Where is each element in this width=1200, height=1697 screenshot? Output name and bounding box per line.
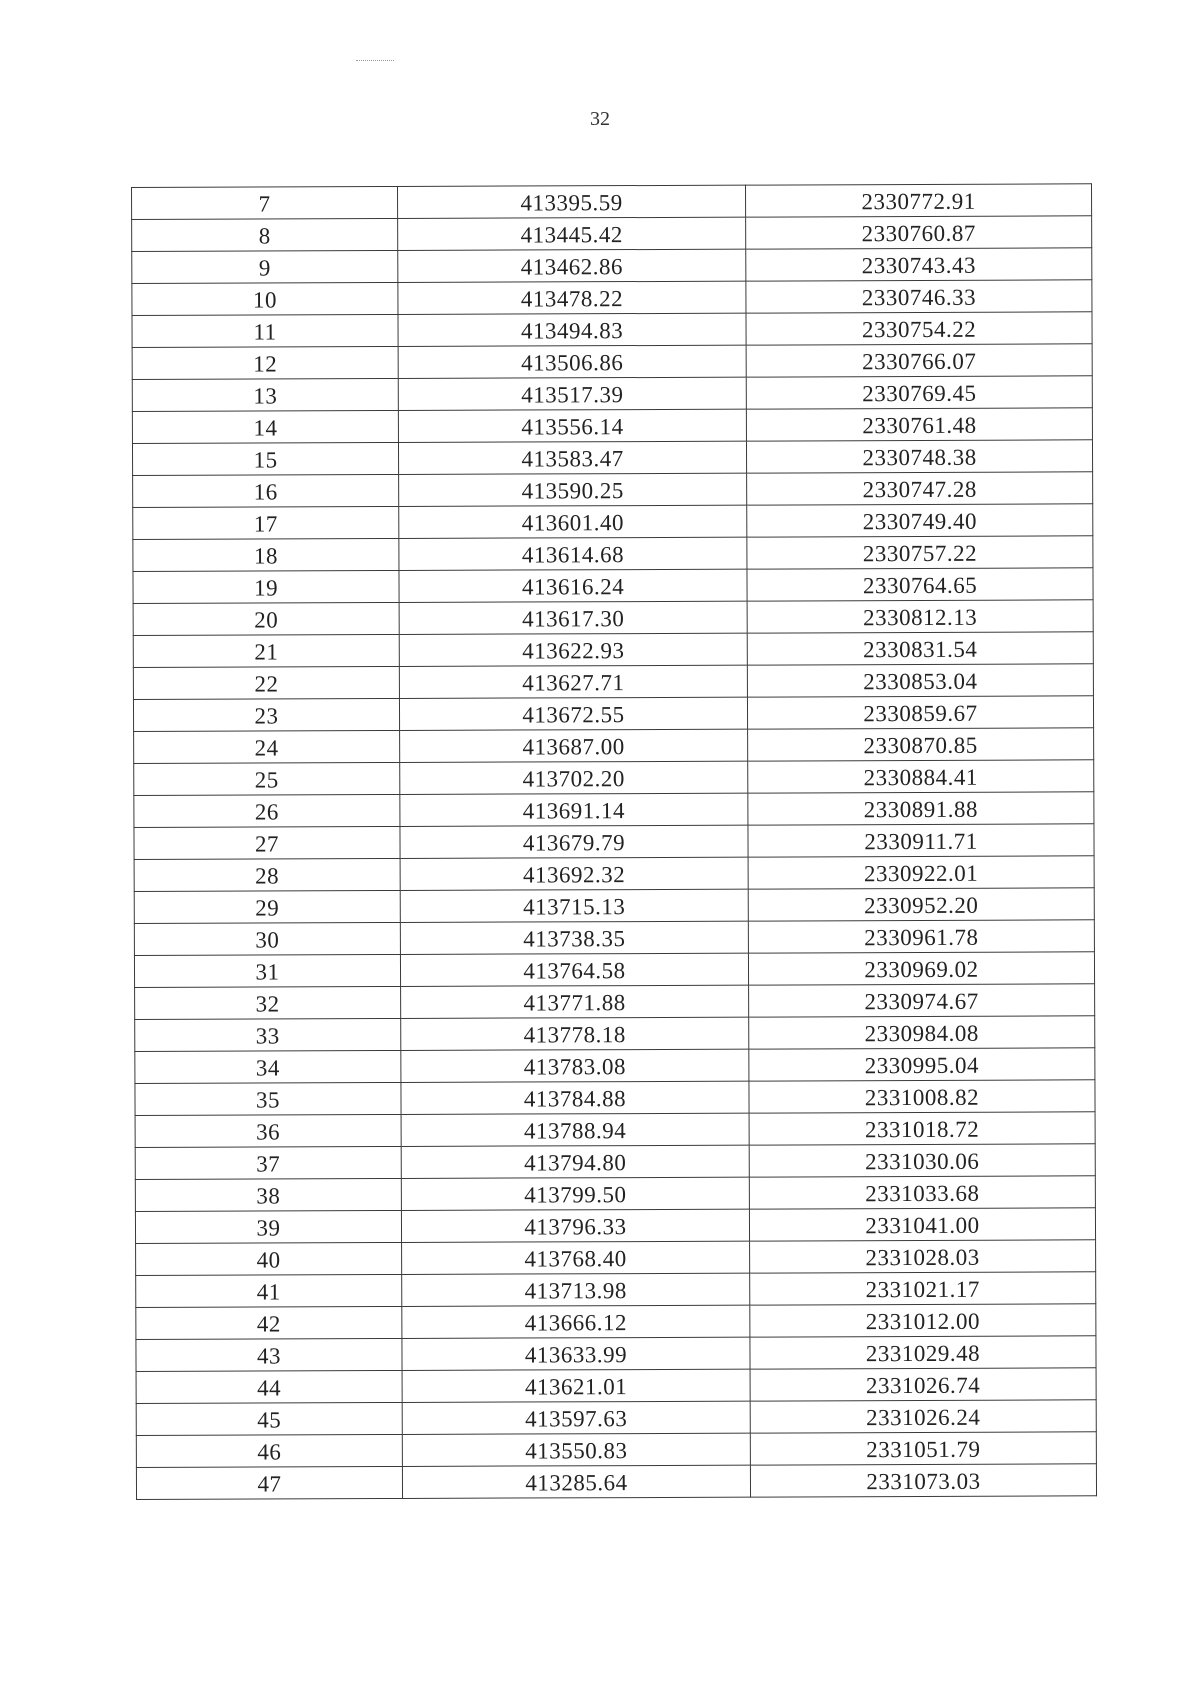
y-coordinate-cell: 2330757.22 [747,536,1093,569]
table-row [135,1048,1095,1084]
table-row [133,504,1093,540]
point-number-cell: 25 [134,762,400,795]
table-row [135,984,1095,1020]
point-number-cell: 7 [132,186,398,219]
y-coordinate-cell: 2330853.04 [747,664,1093,697]
y-coordinate-cell: 2331026.74 [750,1368,1096,1401]
point-number-cell: 17 [133,506,399,539]
table-row [132,184,1092,220]
table-row [136,1464,1096,1500]
point-number-cell: 12 [132,346,398,379]
x-coordinate-cell: 413445.42 [398,217,746,250]
x-coordinate-cell: 413672.55 [399,697,747,730]
x-coordinate-cell: 413285.64 [402,1465,750,1498]
table-row [134,760,1094,796]
x-coordinate-cell: 413687.00 [400,729,748,762]
table-row [132,408,1092,444]
table-row [132,248,1092,284]
table-row [132,440,1092,476]
x-coordinate-cell: 413715.13 [400,889,748,922]
y-coordinate-cell: 2330952.20 [748,888,1094,921]
x-coordinate-cell: 413601.40 [399,505,747,538]
table-row [134,920,1094,956]
x-coordinate-cell: 413692.32 [400,857,748,890]
table-row [132,344,1092,380]
y-coordinate-cell: 2330766.07 [746,344,1092,377]
point-number-cell: 40 [136,1242,402,1275]
y-coordinate-cell: 2331012.00 [750,1304,1096,1337]
point-number-cell: 24 [134,730,400,763]
table-row [133,696,1093,732]
x-coordinate-cell: 413794.80 [401,1145,749,1178]
table-row [133,472,1093,508]
x-coordinate-cell: 413778.18 [401,1017,749,1050]
point-number-cell: 32 [135,986,401,1019]
point-number-cell: 39 [135,1210,401,1243]
coordinate-table-body [132,184,1097,1500]
x-coordinate-cell: 413478.22 [398,281,746,314]
table-row [135,1176,1095,1212]
point-number-cell: 47 [136,1466,402,1499]
y-coordinate-cell: 2331021.17 [750,1272,1096,1305]
table-row [136,1336,1096,1372]
point-number-cell: 26 [134,794,400,827]
x-coordinate-cell: 413796.33 [401,1209,749,1242]
x-coordinate-cell: 413590.25 [399,473,747,506]
y-coordinate-cell: 2330764.65 [747,568,1093,601]
y-coordinate-cell: 2330922.01 [748,856,1094,889]
x-coordinate-cell: 413556.14 [398,409,746,442]
y-coordinate-cell: 2330746.33 [746,280,1092,313]
y-coordinate-cell: 2330891.88 [748,792,1094,825]
y-coordinate-cell: 2330974.67 [749,984,1095,1017]
y-coordinate-cell: 2331018.72 [749,1112,1095,1145]
table-row [134,888,1094,924]
y-coordinate-cell: 2331029.48 [750,1336,1096,1369]
table-row [133,664,1093,700]
y-coordinate-cell: 2330961.78 [748,920,1094,953]
table-row [136,1368,1096,1404]
x-coordinate-cell: 413738.35 [400,921,748,954]
table-row [136,1272,1096,1308]
point-number-cell: 41 [136,1274,402,1307]
point-number-cell: 34 [135,1050,401,1083]
x-coordinate-cell: 413506.86 [398,345,746,378]
y-coordinate-cell: 2330812.13 [747,600,1093,633]
table-row [136,1400,1096,1436]
y-coordinate-cell: 2331008.82 [749,1080,1095,1113]
table-row [132,280,1092,316]
x-coordinate-cell: 413462.86 [398,249,746,282]
table-row [135,1016,1095,1052]
point-number-cell: 43 [136,1338,402,1371]
table-row [135,1112,1095,1148]
x-coordinate-cell: 413395.59 [397,185,745,218]
x-coordinate-cell: 413550.83 [402,1433,750,1466]
x-coordinate-cell: 413771.88 [401,985,749,1018]
point-number-cell: 45 [136,1402,402,1435]
x-coordinate-cell: 413622.93 [399,633,747,666]
point-number-cell: 23 [133,698,399,731]
x-coordinate-cell: 413583.47 [398,441,746,474]
x-coordinate-cell: 413788.94 [401,1113,749,1146]
y-coordinate-cell: 2331051.79 [750,1432,1096,1465]
table-row [132,376,1092,412]
table-row [135,1144,1095,1180]
x-coordinate-cell: 413799.50 [401,1177,749,1210]
x-coordinate-cell: 413784.88 [401,1081,749,1114]
x-coordinate-cell: 413764.58 [400,953,748,986]
point-number-cell: 31 [134,954,400,987]
table-row [132,312,1092,348]
y-coordinate-cell: 2331030.06 [749,1144,1095,1177]
x-coordinate-cell: 413597.63 [402,1401,750,1434]
point-number-cell: 38 [135,1178,401,1211]
page-number: 32 [590,108,610,130]
point-number-cell: 18 [133,538,399,571]
point-number-cell: 20 [133,602,399,635]
x-coordinate-cell: 413617.30 [399,601,747,634]
point-number-cell: 36 [135,1114,401,1147]
y-coordinate-cell: 2330760.87 [746,216,1092,249]
point-number-cell: 14 [132,410,398,443]
point-number-cell: 19 [133,570,399,603]
point-number-cell: 30 [134,922,400,955]
point-number-cell: 35 [135,1082,401,1115]
table-row [136,1432,1096,1468]
y-coordinate-cell: 2330748.38 [746,440,1092,473]
table-row [134,824,1094,860]
point-number-cell: 42 [136,1306,402,1339]
x-coordinate-cell: 413517.39 [398,377,746,410]
x-coordinate-cell: 413616.24 [399,569,747,602]
coordinate-table [131,183,1097,1500]
x-coordinate-cell: 413713.98 [402,1273,750,1306]
x-coordinate-cell: 413702.20 [400,761,748,794]
x-coordinate-cell: 413679.79 [400,825,748,858]
y-coordinate-cell: 2331041.00 [749,1208,1095,1241]
y-coordinate-cell: 2330761.48 [746,408,1092,441]
point-number-cell: 11 [132,314,398,347]
point-number-cell: 21 [133,634,399,667]
table-row [136,1304,1096,1340]
y-coordinate-cell: 2331073.03 [750,1464,1096,1497]
y-coordinate-cell: 2331026.24 [750,1400,1096,1433]
point-number-cell: 28 [134,858,400,891]
table-row [133,536,1093,572]
y-coordinate-cell: 2330969.02 [748,952,1094,985]
y-coordinate-cell: 2330749.40 [747,504,1093,537]
x-coordinate-cell: 413783.08 [401,1049,749,1082]
y-coordinate-cell: 2331028.03 [750,1240,1096,1273]
x-coordinate-cell: 413691.14 [400,793,748,826]
point-number-cell: 22 [133,666,399,699]
y-coordinate-cell: 2330747.28 [747,472,1093,505]
y-coordinate-cell: 2330884.41 [748,760,1094,793]
table-row [134,952,1094,988]
y-coordinate-cell: 2331033.68 [749,1176,1095,1209]
table-row [133,600,1093,636]
point-number-cell: 15 [132,442,398,475]
point-number-cell: 16 [133,474,399,507]
table-row [134,856,1094,892]
table-row [136,1240,1096,1276]
point-number-cell: 10 [132,282,398,315]
table-row [133,632,1093,668]
table-row [134,792,1094,828]
y-coordinate-cell: 2330995.04 [749,1048,1095,1081]
y-coordinate-cell: 2330743.43 [746,248,1092,281]
point-number-cell: 27 [134,826,400,859]
y-coordinate-cell: 2330772.91 [745,184,1091,217]
x-coordinate-cell: 413621.01 [402,1369,750,1402]
point-number-cell: 37 [135,1146,401,1179]
table-row [134,728,1094,764]
x-coordinate-cell: 413627.71 [399,665,747,698]
x-coordinate-cell: 413614.68 [399,537,747,570]
point-number-cell: 46 [136,1434,402,1467]
point-number-cell: 44 [136,1370,402,1403]
point-number-cell: 9 [132,250,398,283]
y-coordinate-cell: 2330859.67 [747,696,1093,729]
x-coordinate-cell: 413494.83 [398,313,746,346]
table-row [135,1080,1095,1116]
point-number-cell: 33 [135,1018,401,1051]
table-row [135,1208,1095,1244]
y-coordinate-cell: 2330754.22 [746,312,1092,345]
y-coordinate-cell: 2330911.71 [748,824,1094,857]
table-row [132,216,1092,252]
y-coordinate-cell: 2330831.54 [747,632,1093,665]
point-number-cell: 29 [134,890,400,923]
x-coordinate-cell: 413666.12 [402,1305,750,1338]
x-coordinate-cell: 413633.99 [402,1337,750,1370]
y-coordinate-cell: 2330870.85 [748,728,1094,761]
x-coordinate-cell: 413768.40 [402,1241,750,1274]
y-coordinate-cell: 2330769.45 [746,376,1092,409]
point-number-cell: 13 [132,378,398,411]
scan-speck [356,60,394,63]
point-number-cell: 8 [132,218,398,251]
y-coordinate-cell: 2330984.08 [749,1016,1095,1049]
table-row [133,568,1093,604]
